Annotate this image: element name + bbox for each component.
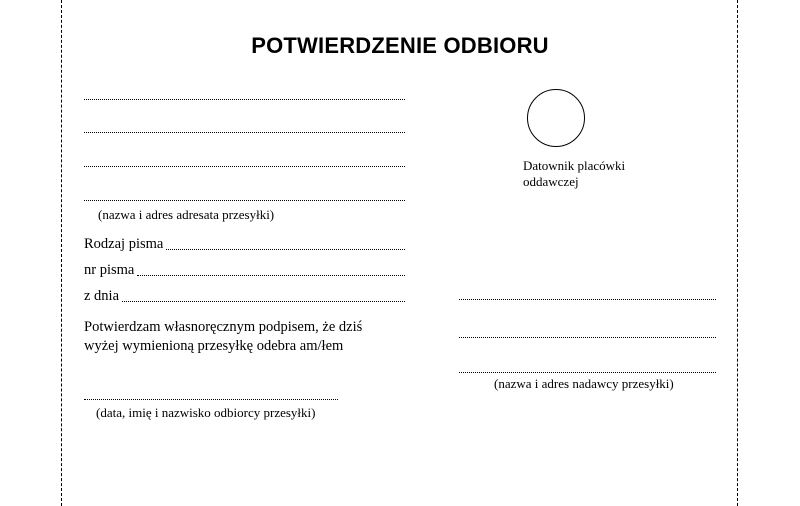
confirmation-line-2: wyżej wymienioną przesyłkę odebra am/łem — [84, 338, 344, 354]
letter-number-line[interactable] — [137, 275, 405, 276]
letter-type-line[interactable] — [166, 249, 405, 250]
form-title: POTWIERDZENIE ODBIORU — [251, 33, 549, 58]
date-label: z dnia — [84, 288, 120, 304]
recipient-signature-line[interactable] — [84, 399, 338, 400]
cut-line-left — [61, 0, 62, 506]
addressee-line-1[interactable] — [84, 99, 405, 100]
sender-line-1[interactable] — [459, 299, 716, 300]
postmark-label-line-2: oddawczej — [523, 174, 579, 189]
addressee-caption: (nazwa i adres adresata przesyłki) — [98, 207, 275, 222]
cut-line-right — [737, 0, 738, 506]
sender-line-2[interactable] — [459, 337, 716, 338]
confirmation-text — [84, 318, 362, 356]
date-line[interactable] — [122, 301, 405, 302]
letter-type-label: Rodzaj pisma — [84, 236, 164, 252]
addressee-line-2[interactable] — [84, 132, 405, 133]
letter-type-field[interactable] — [84, 236, 405, 253]
sender-line-3[interactable] — [459, 372, 716, 373]
recipient-signature-caption: (data, imię i nazwisko odbiorcy przesyłki) — [96, 405, 316, 420]
postmark-label-line-1: Datownik placówki — [523, 158, 626, 173]
letter-number-label: nr pisma — [84, 262, 135, 278]
date-field[interactable] — [84, 288, 405, 305]
addressee-line-4[interactable] — [84, 200, 405, 201]
postmark-circle — [527, 89, 585, 147]
postmark-label — [523, 158, 625, 190]
confirmation-line-1: Potwierdzam własnoręcznym podpisem, że dziś — [84, 319, 363, 335]
letter-number-field[interactable] — [84, 262, 405, 279]
sender-caption: (nazwa i adres nadawcy przesyłki) — [494, 376, 674, 391]
addressee-line-3[interactable] — [84, 166, 405, 167]
